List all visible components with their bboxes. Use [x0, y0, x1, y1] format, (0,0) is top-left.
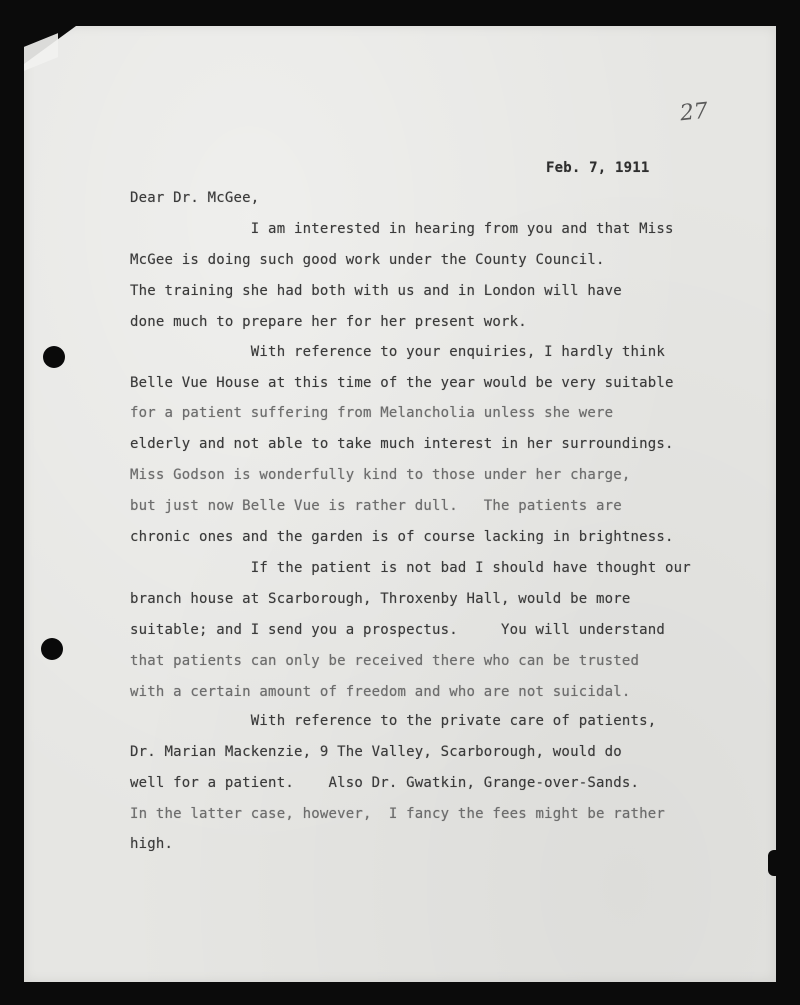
letter-line: In the latter case, however, I fancy the fees might be rather	[130, 806, 665, 822]
letter-line: If the patient is not bad I should have thought our	[130, 560, 691, 576]
letter-line: I am interested in hearing from you and that Miss	[130, 221, 674, 237]
letter-line: Belle Vue House at this time of the year would be very suitable	[130, 375, 674, 391]
letter-line: chronic ones and the garden is of course lacking in brightness.	[130, 529, 674, 545]
punch-hole-bottom	[41, 638, 63, 660]
letter-line: McGee is doing such good work under the County Council.	[130, 252, 605, 268]
letter-line: elderly and not able to take much interest in her surroundings.	[130, 436, 674, 452]
letter-line: The training she had both with us and in London will have	[130, 283, 622, 299]
letter-line: well for a patient. Also Dr. Gwatkin, Grange-over-Sands.	[130, 775, 640, 791]
letter-line: suitable; and I send you a prospectus. You will understand	[130, 622, 665, 638]
page-number: 27	[678, 98, 710, 127]
letter-line: With reference to the private care of patients,	[130, 713, 657, 729]
letter-line: with a certain amount of freedom and who are not suicidal.	[130, 684, 631, 700]
letter-line: done much to prepare her for her present work.	[130, 314, 527, 330]
salutation: Dear Dr. McGee,	[130, 190, 260, 206]
letter-line: for a patient suffering from Melancholia unless she were	[130, 405, 614, 421]
letter-line: high.	[130, 836, 174, 852]
edge-tear	[768, 850, 778, 876]
letter-line: Dr. Marian Mackenzie, 9 The Valley, Scarborough, would do	[130, 744, 622, 760]
letter-line: With reference to your enquiries, I hardly think	[130, 344, 665, 360]
letter-line: that patients can only be received there who can be trusted	[130, 653, 640, 669]
letter-line: branch house at Scarborough, Throxenby Hall, would be more	[130, 591, 631, 607]
punch-hole-top	[43, 346, 65, 368]
letter-line: but just now Belle Vue is rather dull. The patients are	[130, 498, 622, 514]
letter-date: Feb. 7, 1911	[546, 160, 650, 176]
letter-line: Miss Godson is wonderfully kind to those under her charge,	[130, 467, 631, 483]
